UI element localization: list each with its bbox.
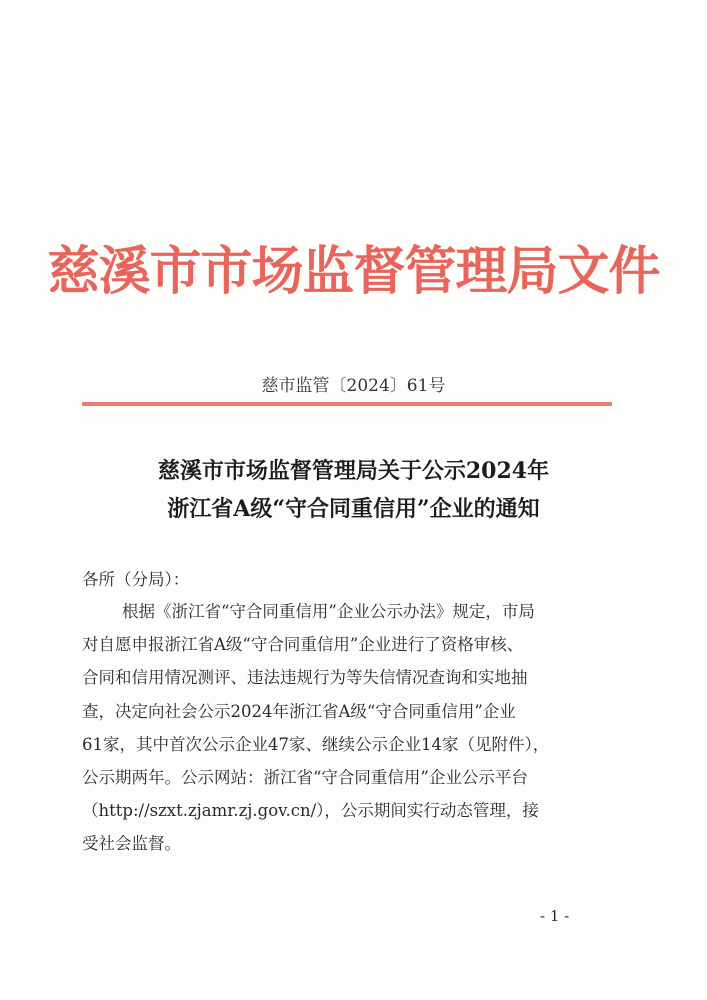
body-line: 合同和信用情况测评、违法违规行为等失信情况查询和实地抽 — [82, 668, 528, 688]
notice-title — [0, 452, 707, 528]
body-line: （http://szxt.zjamr.zj.gov.cn/），公示期间实行动态管理，接 — [82, 801, 539, 821]
red-divider-line — [82, 402, 612, 406]
page-number: - 1 - — [540, 907, 570, 925]
notice-title-line-1: 慈溪市市场监督管理局关于公示2024年 — [157, 458, 550, 484]
body-line: 根据《浙江省“守合同重信用”企业公示办法》规定，市局 — [122, 602, 535, 621]
notice-title-line-2: 浙江省A级“守合同重信用”企业的通知 — [167, 496, 540, 522]
body-line: 公示期两年。公示网站：浙江省“守合同重信用”企业公示平台 — [82, 768, 528, 788]
body-paragraph — [82, 595, 630, 861]
salutation: 各所（分局）： — [82, 570, 190, 589]
body-line: 受社会监督。 — [82, 834, 181, 854]
body-line: 查，决定向社会公示2024年浙江省A级“守合同重信用”企业 — [82, 701, 516, 721]
body-line: 61家，其中首次公示企业47家、继续公示企业14家（见附件）， — [82, 734, 550, 754]
document-number: 慈市监管〔2024〕61号 — [261, 376, 446, 396]
body-line: 对自愿申报浙江省A级“守合同重信用”企业进行了资格审核、 — [82, 635, 524, 655]
document-header-title: 慈溪市市场监督管理局文件 — [47, 241, 660, 302]
